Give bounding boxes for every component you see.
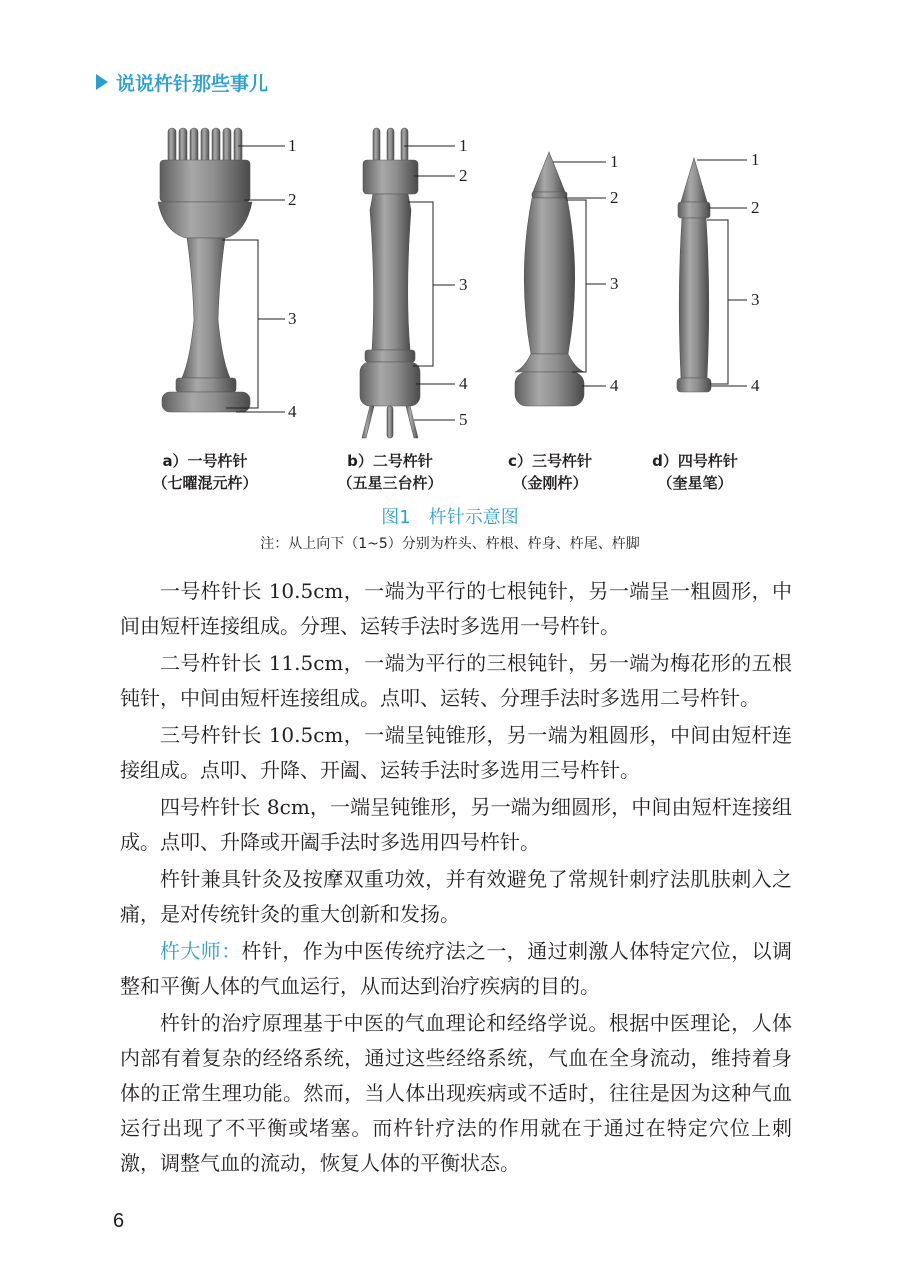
paragraph: 杵针的治疗原理基于中医的气血理论和经络学说。根据中医理论，人体内部有着复杂的经络系统，通过这些经络系统，气血在全身流动，维持着身体的正常生理功能。然而，当人体出现疾病或不适时，往往是因为这种气血运行出现了不平衡或堵塞。而杵针疗法的作用就在于通过在特定穴位上刺激，调整气血的流动，恢复人体的平衡状态。 [120, 1011, 792, 1175]
needle-b-alias: （五星三台杵） [337, 474, 443, 492]
running-header [96, 70, 268, 94]
needle-b-label [310, 450, 470, 494]
label-a-1: 1 [288, 136, 297, 155]
pestle-illustration [0, 110, 900, 490]
label-b-4: 4 [459, 374, 468, 393]
label-d-3: 3 [751, 290, 760, 309]
dialog-text: 杵针，作为中医传统疗法之一，通过刺激人体特定穴位，以调整和平衡人体的气血运行，从而达到治疗疾病的目的。 [120, 939, 793, 998]
header-title: 说说杵针那些事儿 [116, 72, 269, 95]
label-d-1: 1 [751, 150, 760, 169]
paragraph: 三号杵针长 10.5cm，一端呈钝锥形，另一端为粗圆形，中间由短杆连接组成。点叩、升降、开阖、运转手法时多选用三号杵针。 [120, 723, 792, 782]
needle-a-name: a）一号杵针 [162, 452, 248, 470]
paragraph: 四号杵针长 8cm，一端呈钝锥形，另一端为细圆形，中间由短杆连接组成。点叩、升降或开阖手法时多选用四号杵针。 [120, 795, 792, 854]
needle-c-alias: （金刚杵） [512, 474, 588, 492]
page-number: 6 [113, 1210, 125, 1232]
label-b-2: 2 [459, 166, 468, 185]
needle-a-drawing [158, 128, 252, 412]
label-c-3: 3 [610, 274, 619, 293]
dialog-paragraph [120, 934, 792, 1004]
speaker-name: 杵大师： [160, 939, 242, 963]
leader-lines [222, 146, 747, 420]
label-b-5: 5 [459, 410, 468, 429]
needle-d-name: d）四号杵针 [652, 452, 738, 470]
label-a-3: 3 [288, 309, 297, 328]
label-c-1: 1 [610, 152, 619, 171]
body-text [120, 574, 792, 1183]
label-b-1: 1 [459, 136, 468, 155]
paragraph: 二号杵针长 11.5cm，一端为平行的三根钝针，另一端为梅花形的五根钝针，中间由短杆连接组成。点叩、运转、分理手法时多选用二号杵针。 [120, 651, 792, 710]
paragraph: 杵针兼具针灸及按摩双重功效，并有效避免了常规针刺疗法肌肤刺入之痛，是对传统针灸的重大创新和发扬。 [120, 867, 792, 926]
needle-b-name: b）二号杵针 [347, 452, 433, 470]
label-c-2: 2 [610, 188, 619, 207]
needle-d-alias: （奎星笔） [657, 474, 733, 492]
needle-d-label [615, 450, 775, 494]
figure-note: 注：从上向下（1~5）分别为杵头、杵根、杵身、杵尾、杵脚 [260, 536, 640, 552]
needle-a-label [125, 450, 285, 494]
label-b-3: 3 [459, 275, 468, 294]
label-a-2: 2 [288, 190, 297, 209]
needle-b-drawing [360, 128, 420, 438]
figure-1 [0, 110, 900, 490]
label-d-2: 2 [751, 198, 760, 217]
needle-d-drawing [677, 158, 711, 392]
label-a-4: 4 [288, 402, 297, 421]
label-c-4: 4 [610, 376, 619, 395]
figure-caption: 图1 杵针示意图 [381, 507, 519, 528]
needle-a-alias: （七曜混元杵） [152, 474, 258, 492]
label-d-4: 4 [751, 376, 760, 395]
triangle-marker-icon [96, 74, 108, 90]
needle-c-label [470, 450, 630, 494]
paragraph: 一号杵针长 10.5cm，一端为平行的七根钝针，另一端呈一粗圆形，中间由短杆连接组成。分理、运转手法时多选用一号杵针。 [120, 579, 792, 638]
needle-c-drawing [515, 152, 584, 406]
needle-c-name: c）三号杵针 [508, 452, 592, 470]
